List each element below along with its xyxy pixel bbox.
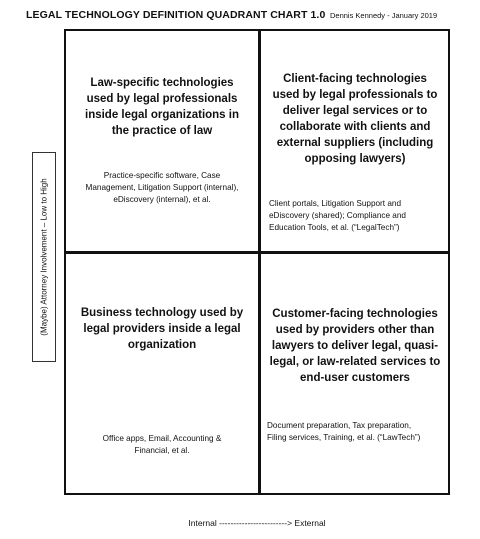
quadrant-top-left: [66, 31, 258, 251]
quadrant-title: Business technology used by legal providers inside a legal organization: [80, 307, 244, 351]
quadrant-title: Customer-facing technologies used by providers other than lawyers to deliver legal, quasi-legal, or law-related services to end-user customers: [269, 308, 441, 384]
quadrant-title: Client-facing technologies used by legal professionals to deliver legal services or to collaborate with clients and external suppliers (including opposing lawyers): [272, 73, 438, 165]
quadrant-description: Document preparation, Tax preparation, Filing services, Training, et al. (“LawTech”): [267, 421, 421, 442]
y-axis-label: (Maybe) Attorney Involvement – Low to High: [39, 178, 49, 336]
quadrant-description: Practice-specific software, Case Management, Litigation Support (internal), eDiscovery (internal), et al.: [85, 171, 239, 204]
quadrant-description: Office apps, Email, Accounting & Financial, et al.: [102, 434, 222, 455]
y-axis-label-box: [32, 152, 56, 362]
x-axis-label: Internal ------------------------> External: [188, 518, 326, 528]
chart-title: LEGAL TECHNOLOGY DEFINITION QUADRANT CHART 1.0: [26, 9, 326, 21]
quadrant-top-right: [261, 31, 448, 251]
quadrant-bottom-right: [261, 254, 448, 493]
quadrant-grid: [64, 29, 450, 495]
quadrant-description: Client portals, Litigation Support and eDiscovery (shared); Compliance and Education Tools, et al. (“LegalTech”): [269, 199, 406, 232]
quadrant-title: Law-specific technologies used by legal professionals inside legal organizations in the practice of law: [85, 77, 239, 137]
author-date: Dennis Kennedy - January 2019: [330, 11, 438, 20]
quadrant-bottom-left: [66, 254, 258, 493]
